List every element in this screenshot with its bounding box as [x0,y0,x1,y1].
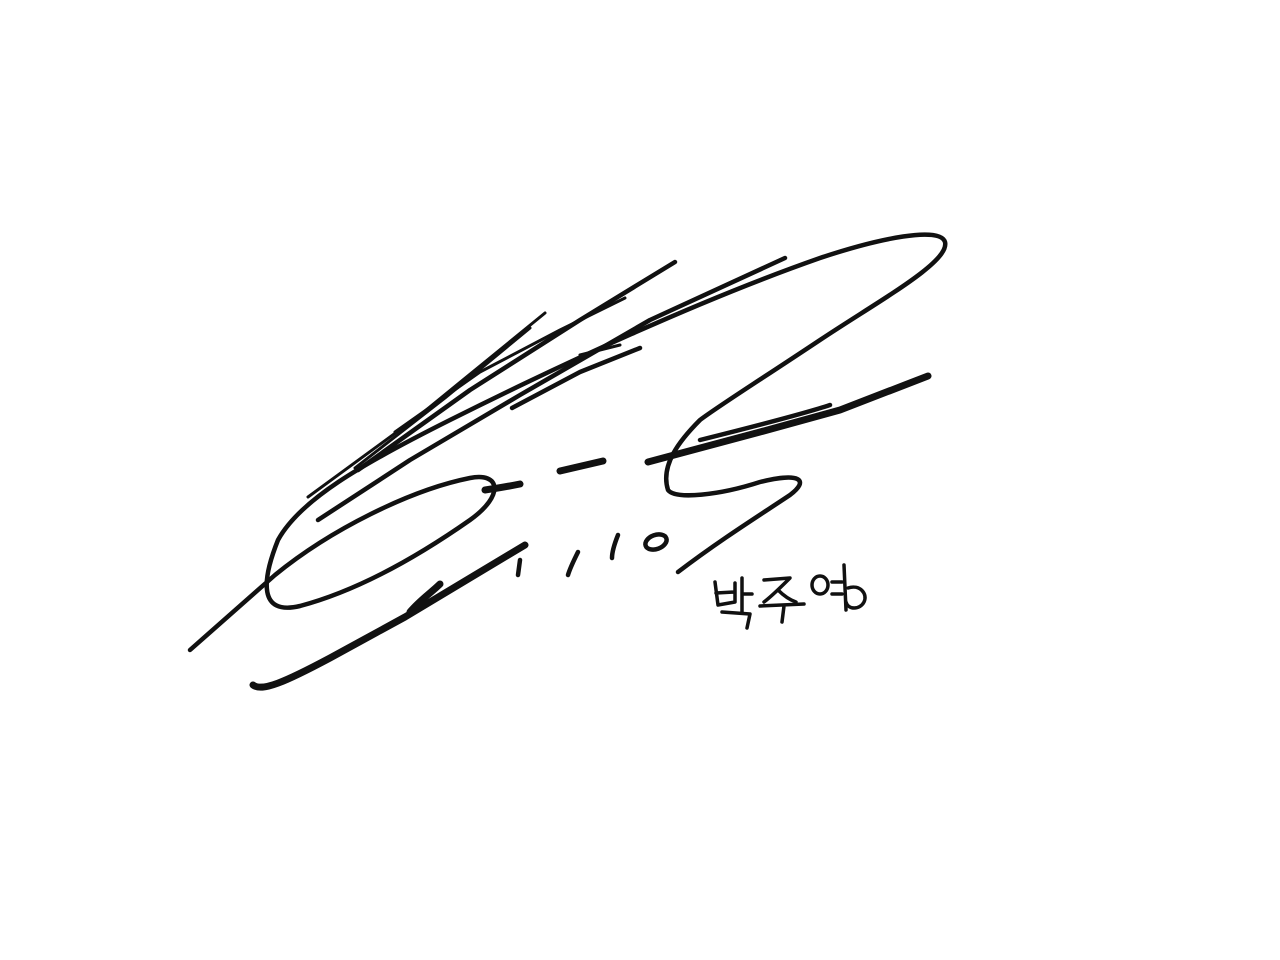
signature-stroke [518,560,520,575]
signature-stroke [568,552,578,575]
signature-stroke [485,484,520,490]
signature-stroke [643,532,668,553]
signature-stroke [612,535,618,558]
signature-stroke [190,235,945,650]
signature-stroke [700,405,830,440]
signature-stroke [812,576,828,594]
signature-stroke [832,565,846,610]
signature-stroke [253,545,525,687]
signature-stroke [846,587,865,608]
signature-stroke [715,582,735,605]
signature-stroke [308,313,545,497]
signature-stroke [560,461,603,471]
signature-strokes [190,235,945,688]
signature-stroke [358,262,675,470]
signature-stroke [764,578,796,602]
signature-stroke [742,578,752,612]
signature-stroke [722,612,750,628]
signature-stroke [760,604,804,622]
signature-hangul-name [715,565,865,628]
